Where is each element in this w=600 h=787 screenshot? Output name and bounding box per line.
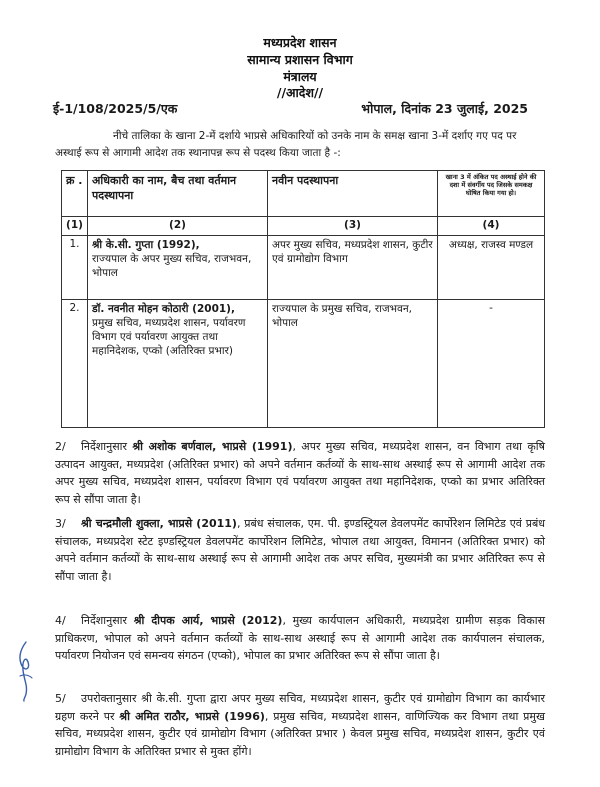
paragraph-2 [55,438,545,508]
officer-name: श्री के.सी. गुप्ता (1992), [92,239,200,251]
col-num-3: (3) [268,217,438,236]
posting-table [61,170,545,428]
column-number-row [62,217,545,236]
row-new-posting: अपर मुख्य सचिव, मध्यप्रदेश शासन, कुटीर एवं ग्रामोद्योग विभाग [268,236,438,300]
row-new-posting: राज्यपाल के प्रमुख सचिव, राजभवन, भोपाल [268,300,438,428]
paragraph-3 [55,515,545,585]
paragraph-number: 3/ [55,517,66,530]
officer-name: डॉ. नवनीत मोहन कोठारी (2001), [92,303,235,315]
officer-current-posting: प्रमुख सचिव, मध्यप्रदेश शासन, पर्यावरण विभाग एवं पर्यावरण आयुक्त तथा महानिदेशक, एप्को (अतिरिक्त प्रभार) [92,317,246,357]
paragraph-4 [55,612,545,665]
row-sno: 2. [62,300,88,428]
table-header-row [62,171,545,217]
col-num-1: (1) [62,217,88,236]
order-number: ई-1/108/2025/5/एक [53,101,178,116]
header-officer: अधिकारी का नाम, बैच तथा वर्तमान पदस्थापना [88,171,268,217]
paragraph-officer: श्री चन्द्रमौली शुक्ला, भाप्रसे (2011) [81,517,237,530]
row-sno: 1. [62,236,88,300]
header-new-posting: नवीन पदस्थापना [268,171,438,217]
paragraph-number: 5/ [55,692,66,705]
paragraph-text-post: , मुख्य कार्यपालन अधिकारी, मध्यप्रदेश ग्रामीण सड़क विकास प्राधिकरण, भोपाल को अपने वर्तमान कर्तव्यों के साथ-साथ अस्थाई रूप से आगामी आदेश तक कार्यपालन संचालक, पर्यावरण नियोजन एवं समन्वय संगठन (एप्को), भोपाल का प्रभार अतिरिक्त रूप से सौंपा जाता है। [55,614,546,662]
signature-mark [14,640,38,702]
col-num-2: (2) [88,217,268,236]
paragraph-text-post: , प्रबंध संचालक, एम. पी. इण्डस्ट्रियल डेवलपमेंट कार्पोरेशन लिमिटेड एवं प्रबंध संचालक, मध्यप्रदेश स्टेट इण्डस्ट्रियल डेवलपमेंट कार्पोरेशन लिमिटेड, भोपाल तथा आयुक्त, विमानन (अतिरिक्त प्रभार) को अपने वर्तमान कर्तव्यों के साथ-साथ अस्थाई रूप से आगामी आदेश तक अपर सचिव, मुख्यमंत्री का प्रभार अतिरिक्त रूप से सौंपा जाता है। [55,517,545,583]
paragraph-text-post: , प्रमुख सचिव, मध्यप्रदेश शासन, वाणिज्यिक कर विभाग तथा प्रमुख सचिव, मध्यप्रदेश शासन, कुटीर एवं ग्रामोद्योग विभाग (अतिरिक्त प्रभार ) केवल प्रमुख सचिव, मध्यप्रदेश शासन, कुटीर एवं ग्रामोद्योग विभाग के अतिरिक्त प्रभार से मुक्त होंगे। [55,709,545,758]
table-row [62,236,545,300]
row-equivalent: अध्यक्ष, राजस्व मण्डल [438,236,545,300]
paragraph-text-post: , अपर मुख्य सचिव, मध्यप्रदेश शासन, वन विभाग तथा कृषि उत्पादन आयुक्त, मध्यप्रदेश (अतिरिक्त प्रभार) को अपने वर्तमान कर्तव्यों के साथ-साथ अस्थाई रूप से आगामी आदेश तक अपर मुख्य सचिव, मध्यप्रदेश शासन, पर्यावरण विभाग एवं पर्यावरण आयुक्त तथा महानिदेशक, एप्को का प्रभार अतिरिक्त रूप से सौंपा जाता है। [55,440,545,506]
paragraph-text-pre: निर्देशानुसार [81,614,134,627]
paragraph-officer: श्री अशोक बर्णवाल, भाप्रसे (1991) [132,440,293,453]
row-officer [88,300,268,428]
paragraph-text-pre: उपरोक्तानुसार श्री के.सी. गुप्ता द्वारा अपर मुख्य सचिव, मध्यप्रदेश शासन, कुटीर एवं ग्रामोद्योग विभाग का कार्यभार ग्रहण करने पर [55,692,545,723]
row-officer [88,236,268,300]
col-num-4: (4) [438,217,545,236]
paragraph-number: 4/ [55,614,66,627]
header-equivalent: खाना 3 में अंकित पद अस्थाई होने की दशा में संवर्गीय पद जिसके समकक्ष घोषित किया गया हो। [438,171,545,217]
order-date: भोपाल, दिनांक 23 जुलाई, 2025 [361,101,528,116]
table-row [62,300,545,428]
paragraph-text-pre: निर्देशानुसार [81,440,133,453]
paragraph-number: 2/ [55,440,66,453]
intro-paragraph: नीचे तालिका के खाना 2-में दर्शाये भाप्रसे अधिकारियों को उनके नाम के समक्ष खाना 3-में दर्शाए गए पद पर अस्थाई रूप से आगामी आदेश तक स्थानापन्न रूप से पदस्थ किया जाता है -: [55,130,517,159]
header-govt: मध्यप्रदेश शासन [263,35,337,50]
header-ministry: मंत्रालय [283,69,317,84]
header-sno: क्र . [62,171,88,217]
row-equivalent: - [438,300,545,428]
paragraph-officer: श्री दीपक आर्य, भाप्रसे (2012) [133,614,283,627]
header-department: सामान्य प्रशासन विभाग [247,52,353,67]
paragraph-5 [55,690,545,760]
paragraph-officer: श्री अमित राठौर, भाप्रसे (1996) [119,709,265,723]
officer-current-posting: राज्यपाल के अपर मुख्य सचिव, राजभवन, भोपाल [92,253,252,279]
header-order-title: //आदेश// [276,85,324,100]
